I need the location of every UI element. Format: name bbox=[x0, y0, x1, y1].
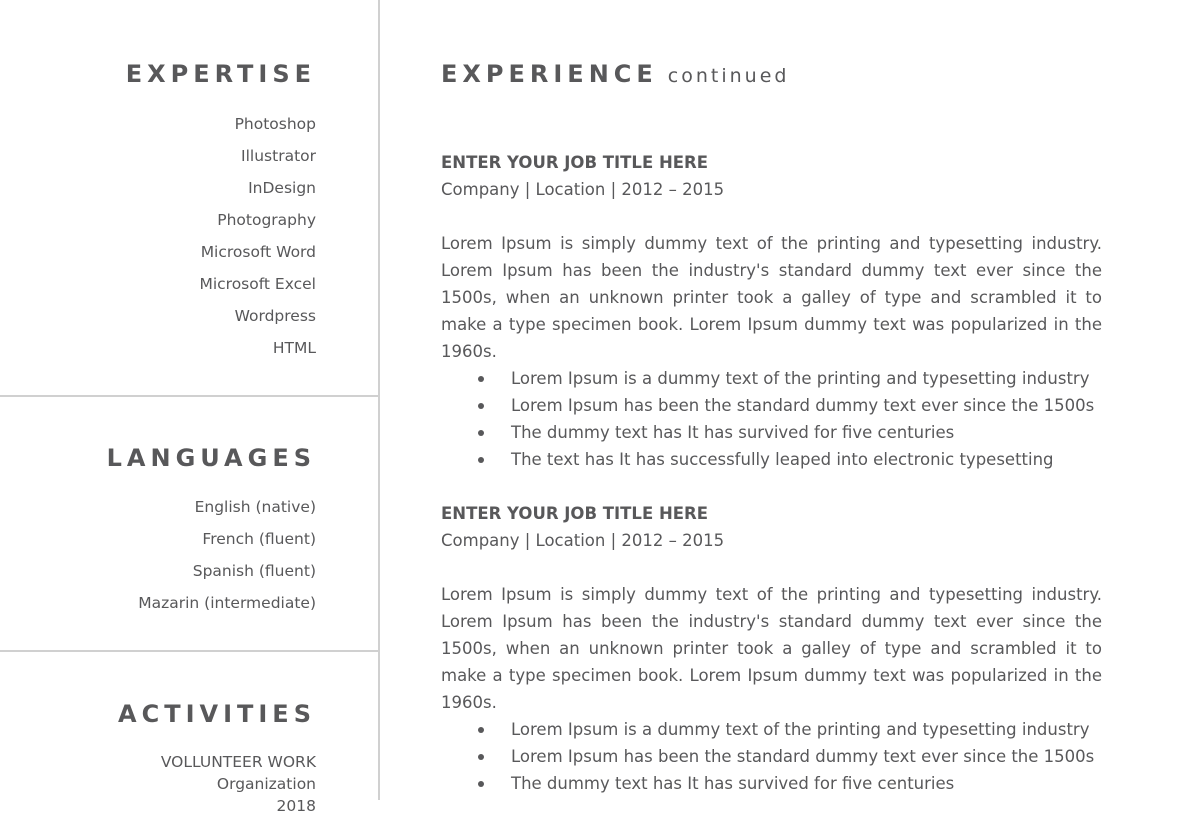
language-item: French (fluent) bbox=[202, 530, 316, 548]
experience-heading-sub: continued bbox=[667, 65, 790, 87]
sidebar bbox=[0, 0, 380, 815]
language-item: Spanish (fluent) bbox=[192, 562, 316, 580]
job-bullets bbox=[441, 365, 1102, 473]
language-item: Mazarin (intermediate) bbox=[138, 594, 316, 612]
expertise-item: Photography bbox=[217, 211, 316, 229]
job-title: ENTER YOUR JOB TITLE HERE bbox=[441, 153, 709, 172]
activity-title: VOLLUNTEER WORK bbox=[160, 753, 316, 771]
activities-heading: ACTIVITIES bbox=[118, 700, 316, 728]
job-meta: Company | Location | 2012 – 2015 bbox=[441, 531, 725, 550]
job-bullet: The dummy text has It has survived for five centuries bbox=[511, 770, 1102, 797]
expertise-item: Microsoft Word bbox=[200, 243, 316, 261]
languages-list bbox=[138, 497, 316, 625]
job-bullets bbox=[441, 716, 1102, 797]
expertise-item: InDesign bbox=[248, 179, 316, 197]
expertise-heading: EXPERTISE bbox=[125, 60, 316, 88]
section-divider bbox=[0, 395, 378, 397]
expertise-item: Photoshop bbox=[234, 115, 316, 133]
activity-year: 2018 bbox=[276, 797, 316, 815]
expertise-item: Microsoft Excel bbox=[199, 275, 316, 293]
section-divider bbox=[0, 650, 378, 652]
expertise-list bbox=[199, 114, 316, 370]
job-bullet: Lorem Ipsum is a dummy text of the printing and typesetting industry bbox=[511, 365, 1102, 392]
language-item: English (native) bbox=[194, 498, 316, 516]
job-bullet: Lorem Ipsum is a dummy text of the printing and typesetting industry bbox=[511, 716, 1102, 743]
experience-heading-title: EXPERIENCE bbox=[441, 60, 658, 88]
expertise-item: Wordpress bbox=[234, 307, 316, 325]
expertise-item: Illustrator bbox=[241, 147, 316, 165]
activity-organization: Organization bbox=[216, 775, 316, 793]
experience-heading bbox=[441, 60, 789, 88]
job-bullet: Lorem Ipsum has been the standard dummy text ever since the 1500s bbox=[511, 743, 1102, 770]
job-bullet: The dummy text has It has survived for five centuries bbox=[511, 419, 1102, 446]
activity-entry bbox=[161, 751, 316, 817]
job-description: Lorem Ipsum is simply dummy text of the printing and typesetting industry. Lorem Ipsum has been the industry's standard dummy text ever since the 1500s, when an unknown printer took a galley of type and scrambled it to make a type specimen book. Lorem Ipsum dummy text was popularized in the 1960s. bbox=[441, 585, 1102, 712]
job-entry bbox=[441, 149, 1102, 473]
languages-heading: LANGUAGES bbox=[106, 444, 316, 472]
job-bullet: Lorem Ipsum has been the standard dummy text ever since the 1500s bbox=[511, 392, 1102, 419]
expertise-item: HTML bbox=[272, 339, 316, 357]
job-meta: Company | Location | 2012 – 2015 bbox=[441, 180, 725, 199]
job-bullet: The text has It has successfully leaped into electronic typesetting bbox=[511, 446, 1102, 473]
job-title: ENTER YOUR JOB TITLE HERE bbox=[441, 504, 709, 523]
job-description: Lorem Ipsum is simply dummy text of the printing and typesetting industry. Lorem Ipsum has been the industry's standard dummy text ever since the 1500s, when an unknown printer took a galley of type and scrambled it to make a type specimen book. Lorem Ipsum dummy text was popularized in the 1960s. bbox=[441, 234, 1102, 361]
job-entry bbox=[441, 500, 1102, 797]
